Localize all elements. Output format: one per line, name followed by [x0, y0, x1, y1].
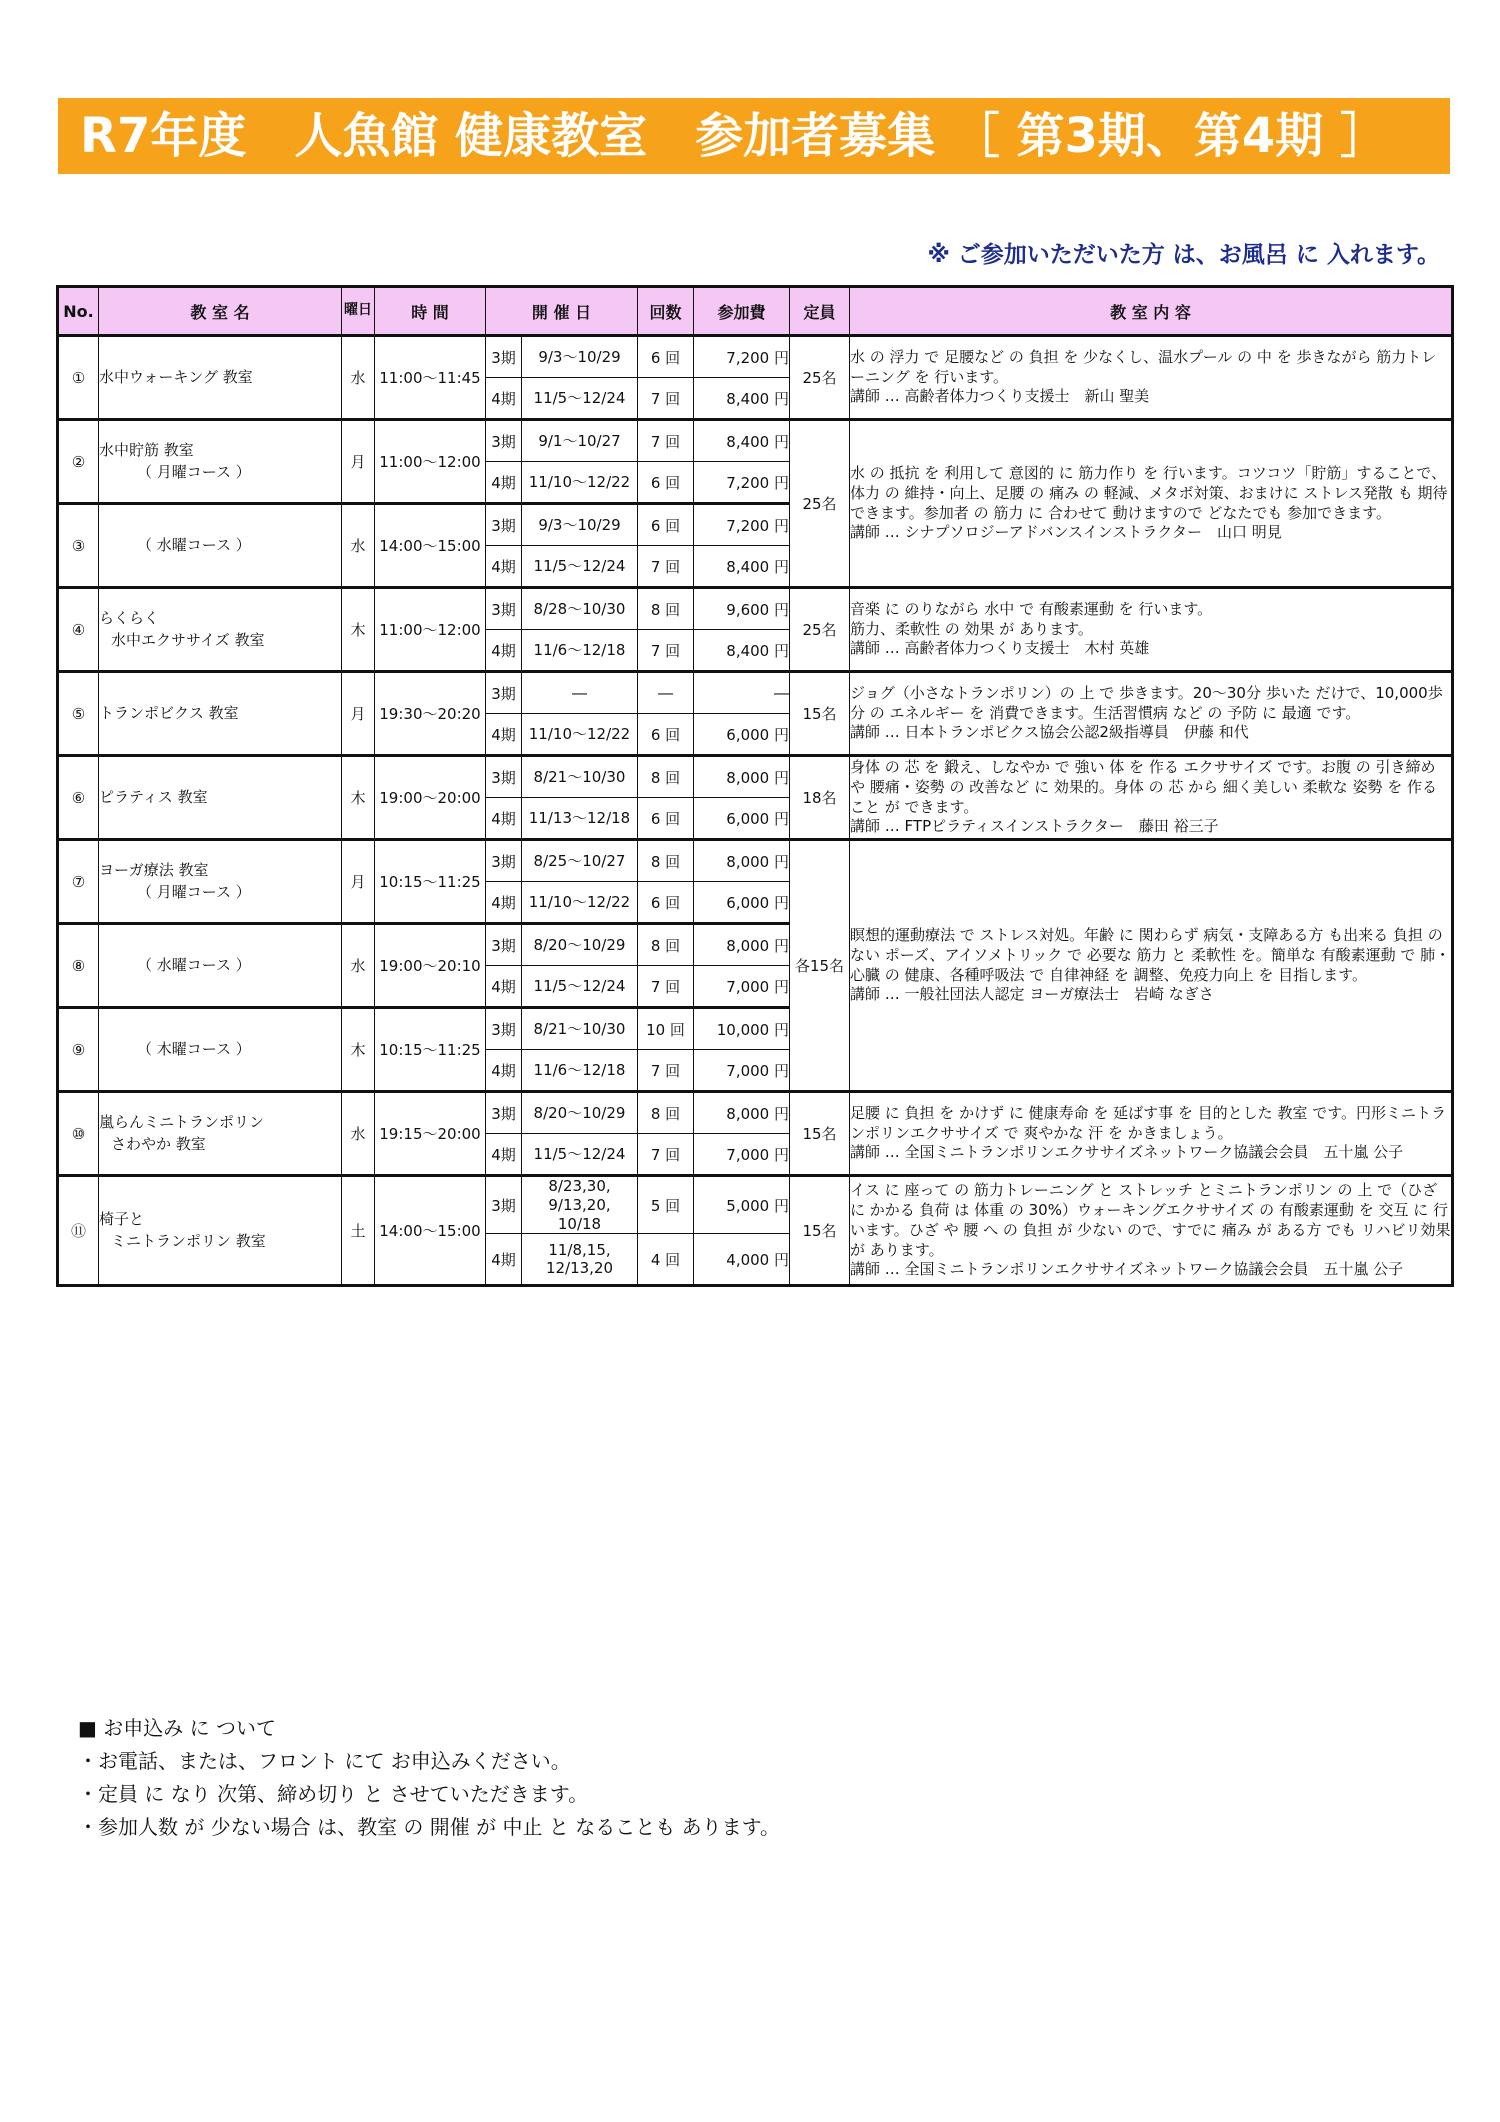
period-dates: 11/10～12/22 — [522, 462, 638, 504]
period-dates: 8/25～10/27 — [522, 840, 638, 882]
header-fee: 参加費 — [694, 287, 790, 336]
period-label: 4期 — [486, 630, 522, 672]
class-fee: 8,400 円 — [694, 630, 790, 672]
class-number: ⑪ — [58, 1176, 99, 1286]
bath-note: ※ ご参加いただいた方 は、お風呂 に 入れます。 — [927, 242, 1440, 268]
application-notes — [78, 1712, 780, 1844]
period-dates: 8/20～10/29 — [522, 1092, 638, 1134]
period-label: 4期 — [486, 462, 522, 504]
header-name: 教 室 名 — [99, 287, 342, 336]
class-name-subline: （ 木曜コース ） — [137, 1039, 251, 1058]
session-count: 8 回 — [638, 756, 694, 798]
header-row — [58, 287, 1453, 336]
class-fee: 7,200 円 — [694, 336, 790, 378]
class-weekday: 月 — [342, 672, 375, 756]
class-number: ③ — [58, 504, 99, 588]
class-name-subline: （ 水曜コース ） — [137, 535, 251, 554]
period-label: 4期 — [486, 882, 522, 924]
class-description: 身体 の 芯 を 鍛え、しなやか で 強い 体 を 作る エクササイズ です。お腹 の 引き締め や 腰痛・姿勢 の 改善など に 効果的。身体 の 芯 から 細く美しい 柔軟な 姿勢 を 作ること が できます。 講師 … FTPピラティスインストラクター 藤田 裕三子 — [850, 756, 1453, 840]
period-label: 3期 — [486, 504, 522, 546]
class-fee: 8,000 円 — [694, 756, 790, 798]
apply-heading: ■ お申込み に ついて — [78, 1716, 276, 1740]
class-fee: 8,400 円 — [694, 420, 790, 462]
apply-line: ・定員 に なり 次第、締め切り と させていただきます。 — [78, 1782, 589, 1806]
period-dates: 11/5～12/24 — [522, 546, 638, 588]
period-dates: 11/10～12/22 — [522, 714, 638, 756]
class-number: ⑧ — [58, 924, 99, 1008]
period-dates: 8/21～10/30 — [522, 756, 638, 798]
header-no: No. — [58, 287, 99, 336]
period-dates: 11/5～12/24 — [522, 378, 638, 420]
class-capacity: 15名 — [790, 1092, 850, 1176]
apply-line: ・お電話、または、フロント にて お申込みください。 — [78, 1749, 571, 1773]
class-number: ⑤ — [58, 672, 99, 756]
period-label: 3期 — [486, 588, 522, 630]
header-date: 開 催 日 — [486, 287, 638, 336]
class-fee: 6,000 円 — [694, 882, 790, 924]
class-fee: 6,000 円 — [694, 714, 790, 756]
period-label: 4期 — [486, 798, 522, 840]
class-weekday: 月 — [342, 420, 375, 504]
class-number: ⑩ — [58, 1092, 99, 1176]
class-time: 14:00～15:00 — [375, 1176, 486, 1286]
session-count: 10 回 — [638, 1008, 694, 1050]
session-count: 6 回 — [638, 798, 694, 840]
class-name-subline: 水中エクササイズ 教室 — [111, 630, 265, 649]
class-name — [99, 588, 342, 672]
period-dates: 8/21～10/30 — [522, 1008, 638, 1050]
class-name-subline: （ 月曜コース ） — [137, 882, 251, 901]
header-content: 教 室 内 容 — [850, 287, 1453, 336]
session-count: 7 回 — [638, 1050, 694, 1092]
class-number: ① — [58, 336, 99, 420]
period-label: 4期 — [486, 714, 522, 756]
class-number: ⑨ — [58, 1008, 99, 1092]
session-count: 6 回 — [638, 462, 694, 504]
session-count: 8 回 — [638, 588, 694, 630]
class-fee: 9,600 円 — [694, 588, 790, 630]
class-number: ④ — [58, 588, 99, 672]
class-capacity: 25名 — [790, 420, 850, 588]
period-dates: 9/1～10/27 — [522, 420, 638, 462]
class-name-line: 水中ウォーキング 教室 — [99, 367, 253, 386]
class-time: 19:00～20:10 — [375, 924, 486, 1008]
class-capacity: 18名 — [790, 756, 850, 840]
period-dates: 9/3～10/29 — [522, 504, 638, 546]
session-count: 7 回 — [638, 1134, 694, 1176]
header-day: 曜日 — [342, 287, 375, 336]
class-fee: 4,000 円 — [694, 1234, 790, 1286]
period-label: 3期 — [486, 840, 522, 882]
session-count: 7 回 — [638, 378, 694, 420]
class-weekday: 月 — [342, 840, 375, 924]
session-count: 7 回 — [638, 966, 694, 1008]
period-dates: 9/3～10/29 — [522, 336, 638, 378]
class-name-line: らくらく — [99, 608, 160, 627]
class-name-line: 嵐らんミニトランポリン — [99, 1112, 265, 1131]
class-time: 10:15～11:25 — [375, 840, 486, 924]
class-description: 水 の 浮力 で 足腰など の 負担 を 少なくし、温水プール の 中 を 歩きながら 筋力トレーニング を 行います。 講師 … 高齢者体力つくり支援士 新山 聖美 — [850, 336, 1453, 420]
class-weekday: 水 — [342, 1092, 375, 1176]
period-dates: 11/6～12/18 — [522, 1050, 638, 1092]
class-number: ⑥ — [58, 756, 99, 840]
session-count: 6 回 — [638, 714, 694, 756]
header-capacity: 定員 — [790, 287, 850, 336]
class-fee: 8,000 円 — [694, 924, 790, 966]
period-dates: 11/13～12/18 — [522, 798, 638, 840]
class-name — [99, 336, 342, 420]
class-name-subline: （ 月曜コース ） — [137, 462, 251, 481]
period-dates: ― — [522, 672, 638, 714]
class-fee: 7,000 円 — [694, 1134, 790, 1176]
period-dates: 8/28～10/30 — [522, 588, 638, 630]
class-name-line: 椅子と — [99, 1209, 145, 1228]
class-weekday: 水 — [342, 336, 375, 420]
class-fee: 7,000 円 — [694, 966, 790, 1008]
class-fee: 7,200 円 — [694, 462, 790, 504]
table-row — [58, 420, 1453, 462]
period-label: 3期 — [486, 672, 522, 714]
class-name — [99, 504, 342, 588]
period-dates: 11/8,15, 12/13,20 — [522, 1234, 638, 1286]
session-count: 4 回 — [638, 1234, 694, 1286]
period-label: 3期 — [486, 1176, 522, 1234]
period-label: 3期 — [486, 420, 522, 462]
class-fee: ― — [694, 672, 790, 714]
period-dates: 11/6～12/18 — [522, 630, 638, 672]
class-time: 10:15～11:25 — [375, 1008, 486, 1092]
class-name — [99, 420, 342, 504]
page-title: R7年度 人魚館 健康教室 参加者募集 ［ 第3期、第4期 ］ — [58, 98, 1450, 174]
class-name-line: ヨーガ療法 教室 — [99, 860, 209, 879]
class-description: 水 の 抵抗 を 利用して 意図的 に 筋力作り を 行います。コツコツ「貯筋」することで、体力 の 維持・向上、足腰 の 痛み の 軽減、メタボ対策、おまけに ストレス発散 も 期待できます。参加者 の 筋力 に 合わせて 動けますので どなたでも 参加できます。 講師 … シナプソロジーアドバンスインストラクター 山口 明見 — [850, 420, 1453, 588]
class-name — [99, 756, 342, 840]
period-label: 3期 — [486, 1008, 522, 1050]
class-name — [99, 840, 342, 924]
session-count: ― — [638, 672, 694, 714]
class-name-line: ピラティス 教室 — [99, 787, 208, 806]
period-label: 4期 — [486, 1050, 522, 1092]
period-dates: 11/10～12/22 — [522, 882, 638, 924]
period-label: 4期 — [486, 378, 522, 420]
class-weekday: 木 — [342, 588, 375, 672]
class-name — [99, 924, 342, 1008]
class-description: 足腰 に 負担 を かけず に 健康寿命 を 延ばす事 を 目的とした 教室 です。円形ミニトランポリンエクササイズ で 爽やかな 汗 を かきましょう。 講師 … 全国ミニトランポリンエクササイズネットワーク協議会会員 五十嵐 公子 — [850, 1092, 1453, 1176]
class-description: 瞑想的運動療法 で ストレス対処。年齢 に 関わらず 病気・支障ある方 も出来る 負担 の ない ポーズ、アイソメトリック で 必要な 筋力 と 柔軟性 を。簡単な 有酸素運動 で 肺・心臓 の 健康、各種呼吸法 で 自律神経 を 調整、免疫力向上 を 目指します。 講師 … 一般社団法人認定 ヨーガ療法士 岩崎 なぎさ — [850, 840, 1453, 1092]
schedule-body — [58, 336, 1453, 1286]
class-capacity: 15名 — [790, 672, 850, 756]
class-fee: 8,400 円 — [694, 378, 790, 420]
class-name-line: 水中貯筋 教室 — [99, 440, 194, 459]
period-label: 4期 — [486, 1134, 522, 1176]
class-description: 音楽 に のりながら 水中 で 有酸素運動 を 行います。 筋力、柔軟性 の 効果 が あります。 講師 … 高齢者体力つくり支援士 木村 英雄 — [850, 588, 1453, 672]
table-row — [58, 1176, 1453, 1234]
period-label: 3期 — [486, 924, 522, 966]
class-time: 11:00～12:00 — [375, 588, 486, 672]
period-label: 4期 — [486, 1234, 522, 1286]
session-count: 5 回 — [638, 1176, 694, 1234]
schedule-table — [56, 285, 1454, 1287]
table-row — [58, 1092, 1453, 1134]
class-weekday: 木 — [342, 756, 375, 840]
class-capacity: 各15名 — [790, 840, 850, 1092]
session-count: 6 回 — [638, 336, 694, 378]
class-fee: 8,000 円 — [694, 840, 790, 882]
class-time: 19:15～20:00 — [375, 1092, 486, 1176]
class-name — [99, 1092, 342, 1176]
session-count: 6 回 — [638, 882, 694, 924]
session-count: 7 回 — [638, 546, 694, 588]
table-row — [58, 672, 1453, 714]
table-row — [58, 336, 1453, 378]
session-count: 7 回 — [638, 420, 694, 462]
table-row — [58, 756, 1453, 798]
class-fee: 10,000 円 — [694, 1008, 790, 1050]
class-capacity: 15名 — [790, 1176, 850, 1286]
session-count: 8 回 — [638, 840, 694, 882]
period-label: 4期 — [486, 546, 522, 588]
class-description: イス に 座って の 筋力トレーニング と ストレッチ とミニトランポリン の 上 で（ひざ に かかる 負荷 は 体重 の 30%）ウォーキングエクササイズ の 有酸素運動 を 交互 に 行います。ひざ や 腰 へ の 負担 が 少ない ので、すでに 痛み が ある方 でも リハビリ効果 が あります。 講師 … 全国ミニトランポリンエクササイズネットワーク協議会会員 五十嵐 公子 — [850, 1176, 1453, 1286]
period-dates: 11/5～12/24 — [522, 1134, 638, 1176]
class-fee: 6,000 円 — [694, 798, 790, 840]
class-capacity: 25名 — [790, 588, 850, 672]
class-fee: 7,200 円 — [694, 504, 790, 546]
period-label: 3期 — [486, 756, 522, 798]
class-capacity: 25名 — [790, 336, 850, 420]
session-count: 7 回 — [638, 630, 694, 672]
class-name-subline: （ 水曜コース ） — [137, 955, 251, 974]
class-fee: 8,000 円 — [694, 1092, 790, 1134]
class-name — [99, 1176, 342, 1286]
class-fee: 5,000 円 — [694, 1176, 790, 1234]
class-name-subline: さわやか 教室 — [111, 1134, 206, 1153]
period-label: 3期 — [486, 336, 522, 378]
class-number: ⑦ — [58, 840, 99, 924]
class-name — [99, 672, 342, 756]
session-count: 6 回 — [638, 504, 694, 546]
table-row — [58, 588, 1453, 630]
class-name-subline: ミニトランポリン 教室 — [111, 1231, 266, 1250]
period-dates: 8/20～10/29 — [522, 924, 638, 966]
class-fee: 8,400 円 — [694, 546, 790, 588]
session-count: 8 回 — [638, 924, 694, 966]
class-fee: 7,000 円 — [694, 1050, 790, 1092]
class-time: 11:00～11:45 — [375, 336, 486, 420]
class-description: ジョグ（小さなトランポリン）の 上 で 歩きます。20～30分 歩いた だけで、10,000歩分 の エネルギー を 消費できます。生活習慣病 など の 予防 に 最適 です。 講師 … 日本トランポビクス協会公認2級指導員 伊藤 和代 — [850, 672, 1453, 756]
period-dates: 8/23,30, 9/13,20, 10/18 — [522, 1176, 638, 1234]
class-weekday: 土 — [342, 1176, 375, 1286]
period-dates: 11/5～12/24 — [522, 966, 638, 1008]
class-weekday: 水 — [342, 924, 375, 1008]
period-label: 4期 — [486, 966, 522, 1008]
class-weekday: 水 — [342, 504, 375, 588]
class-time: 14:00～15:00 — [375, 504, 486, 588]
session-count: 8 回 — [638, 1092, 694, 1134]
class-number: ② — [58, 420, 99, 504]
class-name-line: トランポビクス 教室 — [99, 703, 239, 722]
class-name — [99, 1008, 342, 1092]
table-row — [58, 840, 1453, 882]
class-time: 19:30～20:20 — [375, 672, 486, 756]
class-time: 11:00～12:00 — [375, 420, 486, 504]
header-count: 回数 — [638, 287, 694, 336]
class-time: 19:00～20:00 — [375, 756, 486, 840]
class-weekday: 木 — [342, 1008, 375, 1092]
header-time: 時 間 — [375, 287, 486, 336]
apply-line: ・参加人数 が 少ない場合 は、教室 の 開催 が 中止 と なることも あります。 — [78, 1815, 780, 1839]
period-label: 3期 — [486, 1092, 522, 1134]
